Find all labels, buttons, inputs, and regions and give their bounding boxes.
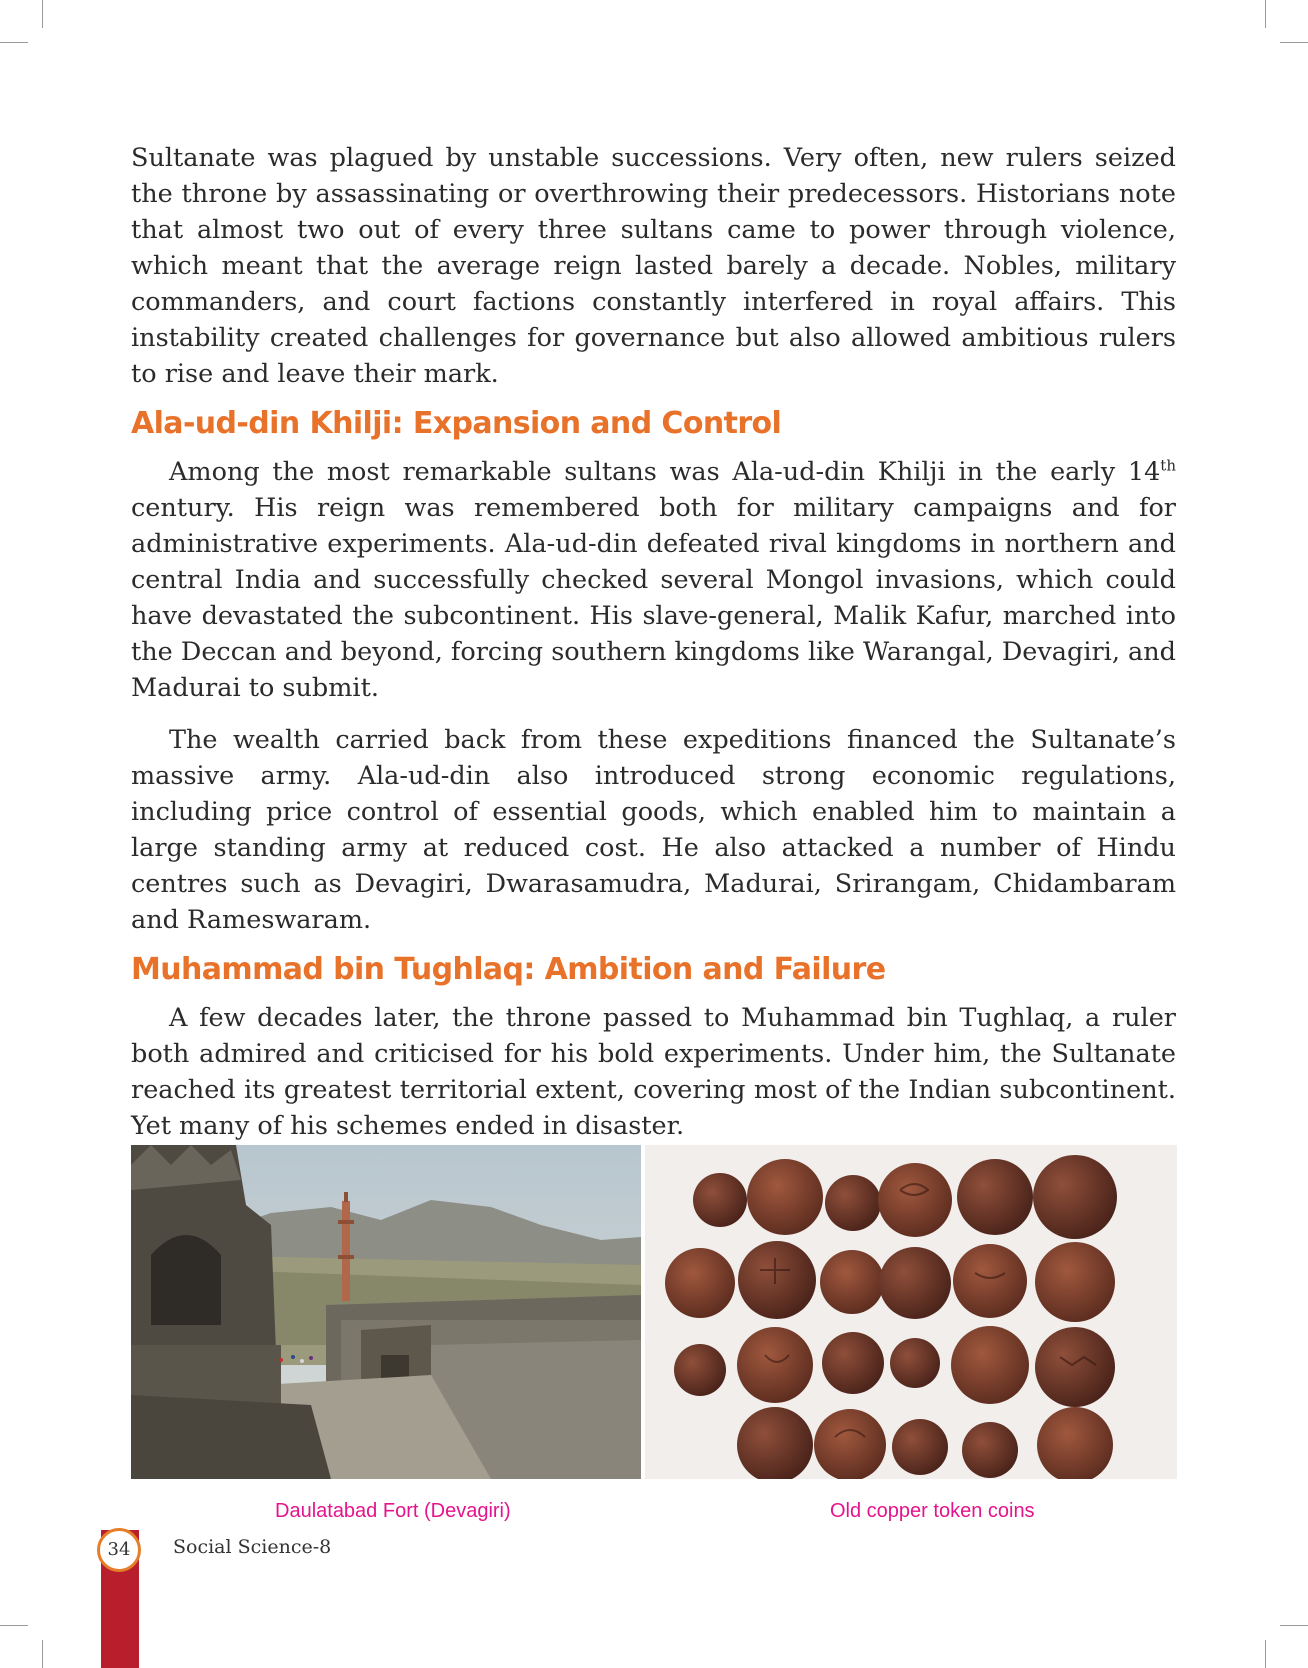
crop-mark xyxy=(1265,1640,1266,1668)
crop-mark xyxy=(1280,1625,1308,1626)
crop-mark xyxy=(1265,0,1266,28)
paragraph-khilji-wealth: The wealth carried back from these expeditions financed the Sultanate’s massive army. Ala-ud-din also introduced strong economic regulations, including price control of essential goods, which enabled him to maintain a large standing army at reduced cost. He also attacked a number of Hindu centres such as Devagiri, Dwarasamudra, Madurai, Srirangam, Chidambaram and Rameswaram. xyxy=(131,725,1176,935)
paragraph-khilji-text-b: century. His reign was remembered both for military campaigns and for administrative experiments. Ala-ud-din defeated rival kingdoms in northern and central India and successfully checked several Mongol invasions, which could have devastated the subcontinent. His slave-general, Malik Kafur, marched into the Deccan and beyond, forcing southern kingdoms like Warangal, Devagiri, and Madurai to submit. xyxy=(131,493,1176,703)
paragraph-succession: Sultanate was plagued by unstable successions. Very often, new rulers seized the throne by assassinating or overthrowing their predecessors. Historians note that almost two out of every three sultans came to power through violence, which meant that the average reign lasted barely a decade. Nobles, military commanders, and court factions constantly interfered in royal affairs. This instability created challenges for governance but also allowed ambitious rulers to rise and leave their mark. xyxy=(131,143,1176,389)
fort-photo xyxy=(131,1145,641,1479)
crop-mark xyxy=(42,1640,43,1668)
crop-mark xyxy=(42,0,43,28)
superscript-th: th xyxy=(1160,456,1176,475)
coins-photo xyxy=(645,1145,1177,1479)
heading-khilji: Ala-ud-din Khilji: Expansion and Control xyxy=(131,406,782,441)
footer-book-title: Social Science-8 xyxy=(173,1536,332,1558)
heading-tughlaq: Muhammad bin Tughlaq: Ambition and Failure xyxy=(131,952,886,987)
main-text xyxy=(131,140,1176,1144)
caption-fort: Daulatabad Fort (Devagiri) xyxy=(275,1500,511,1522)
crop-mark xyxy=(0,42,28,43)
paragraph-khilji-text-a: Among the most remarkable sultans was Ala-ud-din Khilji in the early 14 xyxy=(169,457,1161,487)
page-number: 34 xyxy=(97,1528,141,1572)
photo-row xyxy=(131,1145,1177,1479)
paragraph-tughlaq: A few decades later, the throne passed to Muhammad bin Tughlaq, a ruler both admired and criticised for his bold experiments. Under him, the Sultanate reached its greatest territorial extent, covering most of the Indian subcontinent. Yet many of his schemes ended in disaster. xyxy=(131,1003,1176,1141)
paragraph-khilji-campaigns xyxy=(131,454,1176,706)
crop-mark xyxy=(1280,42,1308,43)
crop-mark xyxy=(0,1625,28,1626)
caption-coins: Old copper token coins xyxy=(830,1500,1035,1522)
